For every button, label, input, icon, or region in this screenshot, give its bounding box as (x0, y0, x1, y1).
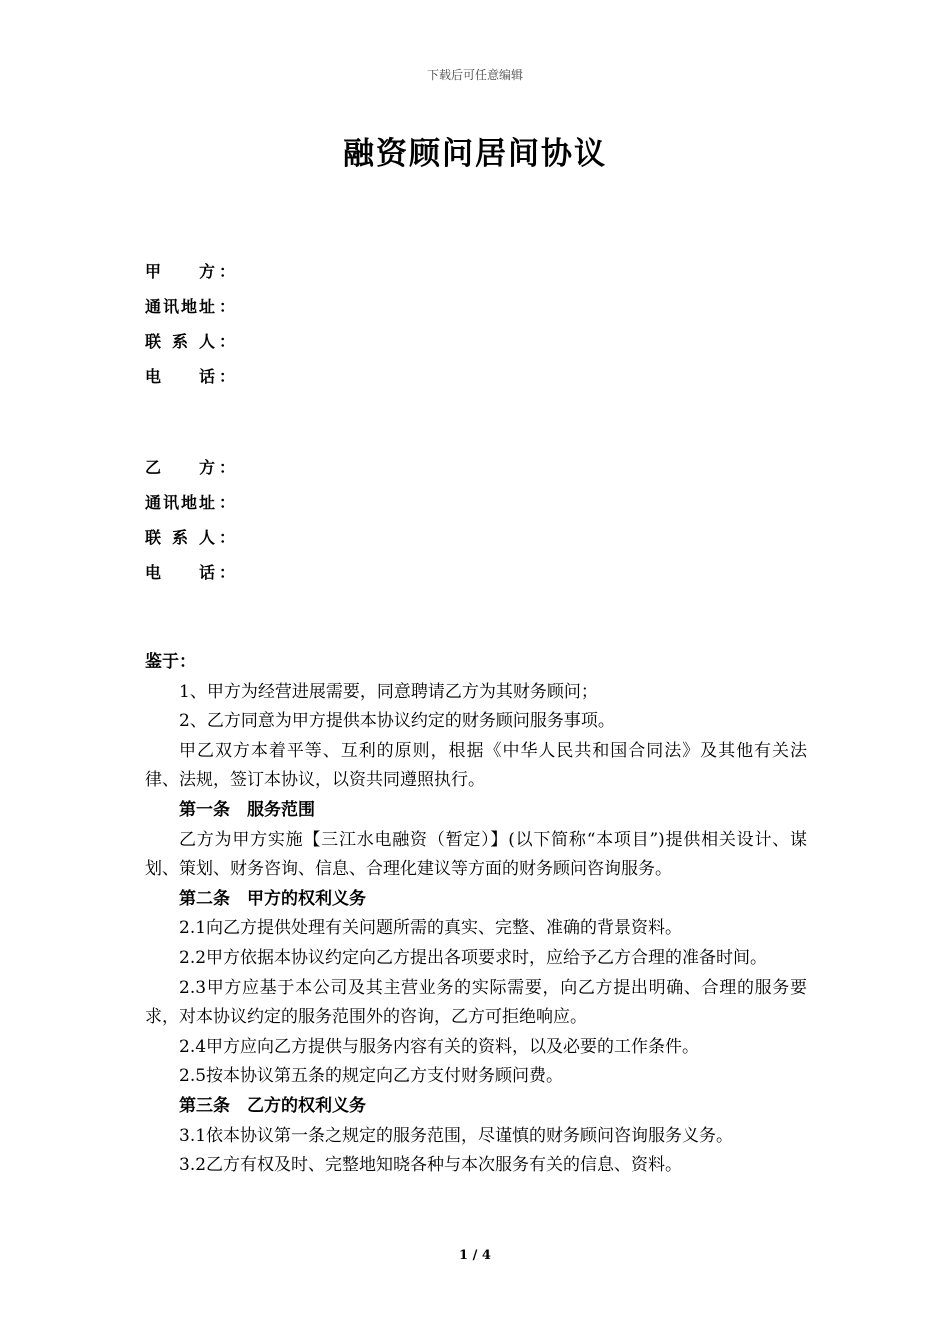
party-b-address-label: 通讯地址 (145, 493, 215, 512)
article-3-title: 乙方的权利义务 (247, 1095, 366, 1116)
colon: ： (219, 367, 236, 386)
article-1-title: 服务范围 (247, 799, 315, 820)
party-b-contact-label: 联 系 人 (145, 528, 215, 547)
article-1-paragraph: 乙方为甲方实施【三江水电融资（暂定）】(以下简称“本项目”)提供相关设计、谋划、策划、财务咨询、信息、合理化建议等方面的财务顾问咨询服务。 (145, 829, 807, 880)
colon: ： (219, 458, 236, 477)
colon: ： (219, 493, 236, 512)
party-b-name-label: 乙 方 (145, 458, 215, 477)
party-a-address-line (145, 289, 805, 324)
party-a-contact-label: 联 系 人 (145, 332, 215, 351)
preamble-paragraph: 甲乙双方本着平等、互利的原则，根据《中华人民共和国合同法》及其他有关法律、法规，签订本协议，以资共同遵照执行。 (145, 740, 807, 791)
party-a-name-label: 甲 方 (145, 262, 215, 281)
party-b-name-line (145, 450, 805, 485)
party-a-block (145, 254, 805, 394)
colon: ： (219, 297, 236, 316)
article-1-number: 第一条 (179, 799, 230, 820)
clause-2-4: 2.4甲方应向乙方提供与服务内容有关的资料，以及必要的工作条件。 (179, 1036, 700, 1057)
whereas-item-1: 1、甲方为经营进展需要，同意聘请乙方为其财务顾问； (179, 681, 598, 702)
party-a-phone-line (145, 359, 805, 394)
colon: ： (219, 332, 236, 351)
party-a-name-line (145, 254, 805, 289)
article-1-heading (145, 796, 807, 826)
colon: ： (219, 563, 236, 582)
whereas-heading: 鉴于： (145, 652, 196, 672)
article-2-number: 第二条 (179, 888, 230, 909)
page-header-note: 下载后可任意编辑 (426, 68, 523, 82)
party-a-phone-label: 电 话 (145, 367, 215, 386)
clause-2-1: 2.1向乙方提供处理有关问题所需的真实、完整、准确的背景资料。 (179, 918, 683, 939)
agreement-body (145, 648, 807, 1181)
party-a-contact-line (145, 324, 805, 359)
clause-3-1: 3.1依本协议第一条之规定的服务范围，尽谨慎的财务顾问咨询服务义务。 (179, 1125, 734, 1146)
party-b-contact-line (145, 520, 805, 555)
party-b-phone-line (145, 555, 805, 590)
colon: ： (219, 528, 236, 547)
party-b-phone-label: 电 话 (145, 563, 215, 582)
party-a-address-label: 通讯地址 (145, 297, 215, 316)
page-number: 1 / 4 (459, 1248, 491, 1263)
clause-2-2: 2.2甲方依据本协议约定向乙方提出各项要求时，应给予乙方合理的准备时间。 (179, 947, 768, 968)
party-b-address-line (145, 485, 805, 520)
party-b-block (145, 450, 805, 590)
article-2-title: 甲方的权利义务 (247, 888, 366, 909)
article-2-heading (145, 885, 807, 915)
colon: ： (219, 262, 236, 281)
document-title: 融资顾问居间协议 (343, 136, 607, 172)
clause-3-2: 3.2乙方有权及时、完整地知晓各种与本次服务有关的信息、资料。 (179, 1155, 683, 1176)
article-3-number: 第三条 (179, 1095, 230, 1116)
article-3-heading (145, 1092, 807, 1122)
whereas-item-2: 2、乙方同意为甲方提供本协议约定的财务顾问服务事项。 (179, 711, 615, 732)
clause-2-3: 2.3甲方应基于本公司及其主营业务的实际需要，向乙方提出明确、合理的服务要求，对本协议约定的服务范围外的咨询，乙方可拒绝响应。 (145, 977, 807, 1028)
clause-2-5: 2.5按本协议第五条的规定向乙方支付财务顾问费。 (179, 1066, 564, 1087)
